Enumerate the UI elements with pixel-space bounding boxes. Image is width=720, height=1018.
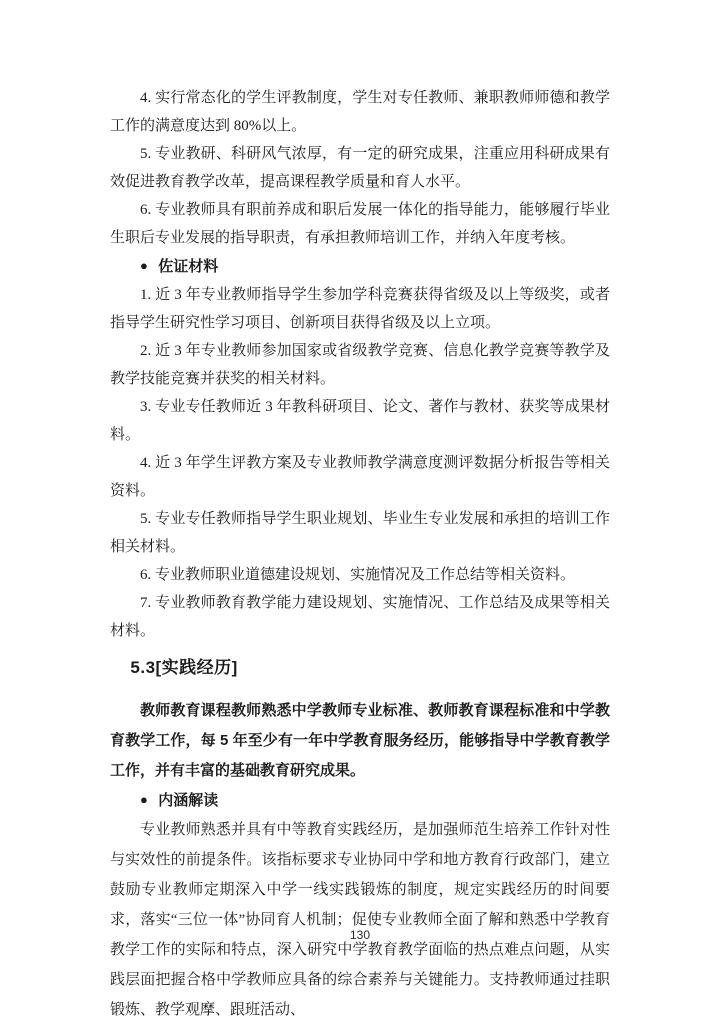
paragraph-evidence-2: 2. 近 3 年专业教师参加国家或省级教学竞赛、信息化教学竞赛等教学及教学技能竞赛并获奖的相关材料。	[110, 343, 610, 387]
bullet-icon: ●	[140, 792, 148, 807]
paragraph-evidence-3: 3. 专业专任教师近 3 年教科研项目、论文、著作与教材、获奖等成果材料。	[110, 399, 610, 443]
paragraph-item-4: 4. 实行常态化的学生评教制度，学生对专任教师、兼职教师师德和教学工作的满意度达到 80%以上。	[110, 90, 610, 134]
paragraph-evidence-4: 4. 近 3 年学生评教方案及专业教师教学满意度测评数据分析报告等相关资料。	[110, 455, 610, 499]
paragraph-item-5: 5. 专业教研、科研风气浓厚，有一定的研究成果，注重应用科研成果有效促进教育教学改革，提高课程教学质量和育人水平。	[110, 146, 610, 190]
bullet-icon: ●	[140, 258, 148, 273]
paragraph-item-6: 6. 专业教师具有职前养成和职后发展一体化的指导能力，能够履行毕业生职后专业发展的指导职责，有承担教师培训工作，并纳入年度考核。	[110, 202, 610, 246]
paragraph-evidence-5: 5. 专业专任教师指导学生职业规划、毕业生专业发展和承担的培训工作相关材料。	[110, 511, 610, 555]
bullet-heading-label: 佐证材料	[158, 258, 219, 275]
section-heading-5-3: 5.3[实践经历]	[130, 658, 238, 677]
document-body	[110, 84, 610, 1018]
paragraph-evidence-6: 6. 专业教师职业道德建设规划、实施情况及工作总结等相关资料。	[140, 567, 576, 583]
page-number: 130	[349, 928, 371, 942]
paragraph-evidence-7: 7. 专业教师教育教学能力建设规划、实施情况、工作总结及成果等相关材料。	[110, 595, 610, 639]
bullet-heading-label: 内涵解读	[158, 792, 219, 809]
paragraph-evidence-1: 1. 近 3 年专业教师指导学生参加学科竞赛获得省级及以上等级奖，或者指导学生研究性学习项目、创新项目获得省级及以上立项。	[110, 287, 610, 331]
paragraph-connotation-body: 专业教师熟悉并具有中等教育实践经历，是加强师范生培养工作针对性与实效性的前提条件。该指标要求专业协同中学和地方教育行政部门，建立鼓励专业教师定期深入中学一线实践锻炼的制度，规定实践经历的时间要求，落实“三位一体”协同育人机制；促使专业教师全面了解和熟悉中学教育教学工作的实际和特点，深入研究中学教育教学面临的热点难点问题，从实践层面把握合格中学教师应具备的综合素养与关键能力。支持教师通过挂职锻炼、教学观摩、跟班活动、	[110, 822, 610, 1018]
paragraph-standard-statement: 教师教育课程教师熟悉中学教师专业标准、教师教育课程标准和中学教育教学工作，每 5 年至少有一年中学教育服务经历，能够指导中学教育教学工作，并有丰富的基础教育研究成果。	[110, 702, 610, 779]
bullet-heading-connotation	[110, 786, 610, 815]
bullet-heading-supporting-materials	[110, 252, 610, 281]
